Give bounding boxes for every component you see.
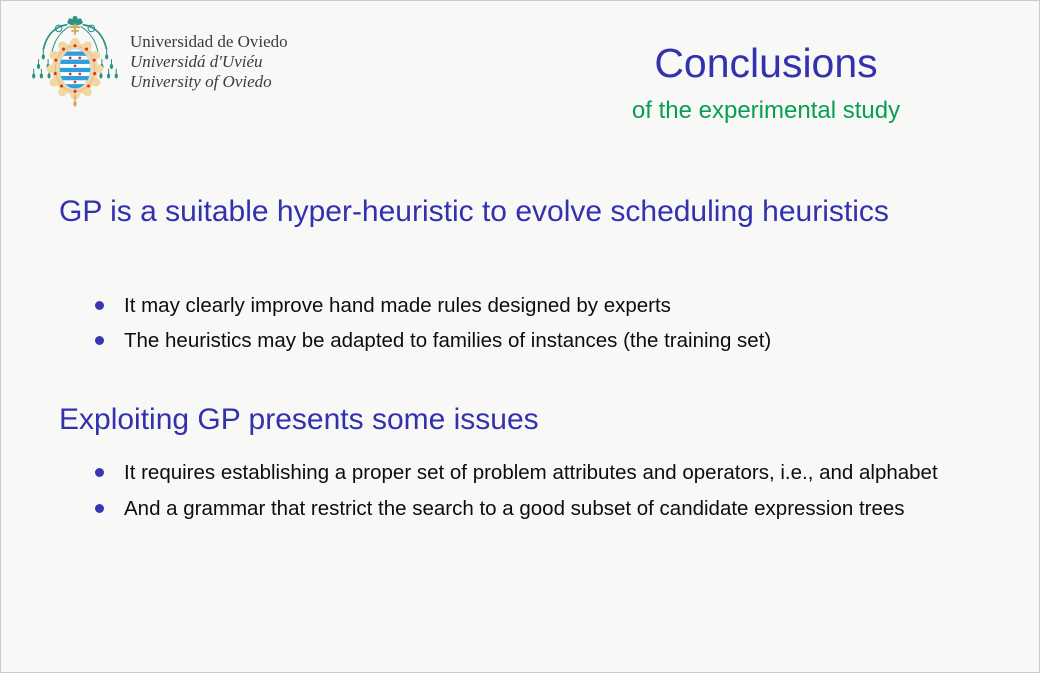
bullet-list-1 (95, 292, 1025, 362)
bullet-text: It requires establishing a proper set of problem attributes and operators, i.e., and alphabet (124, 461, 938, 484)
bullet-icon (95, 468, 104, 477)
section-heading-gp-suitable: GP is a suitable hyper-heuristic to evolve scheduling heuristics (59, 195, 889, 228)
slide-subtitle: of the experimental study (631, 97, 901, 124)
title-block (486, 39, 1040, 125)
list-item (95, 495, 1025, 523)
list-item (95, 459, 1025, 487)
list-item (95, 292, 1025, 320)
bullet-icon (95, 336, 104, 345)
institution-name-spanish: Universidad de Oviedo (130, 32, 288, 51)
list-item (95, 327, 1025, 355)
university-crest-icon (27, 13, 123, 113)
institution-name-asturian: Universidá d'Uviéu (130, 52, 263, 71)
bullet-list-2 (95, 459, 1025, 531)
bullet-text: And a grammar that restrict the search to a good subset of candidate expression trees (124, 497, 905, 520)
slide-title: Conclusions (654, 40, 878, 86)
bullet-icon (95, 301, 104, 310)
bullet-text: The heuristics may be adapted to families of instances (the training set) (124, 329, 772, 352)
institution-names (130, 32, 288, 92)
bullet-text: It may clearly improve hand made rules designed by experts (124, 294, 671, 317)
bullet-icon (95, 504, 104, 513)
section-heading-exploiting-gp: Exploiting GP presents some issues (59, 403, 539, 436)
institution-name-english: University of Oviedo (130, 72, 272, 91)
